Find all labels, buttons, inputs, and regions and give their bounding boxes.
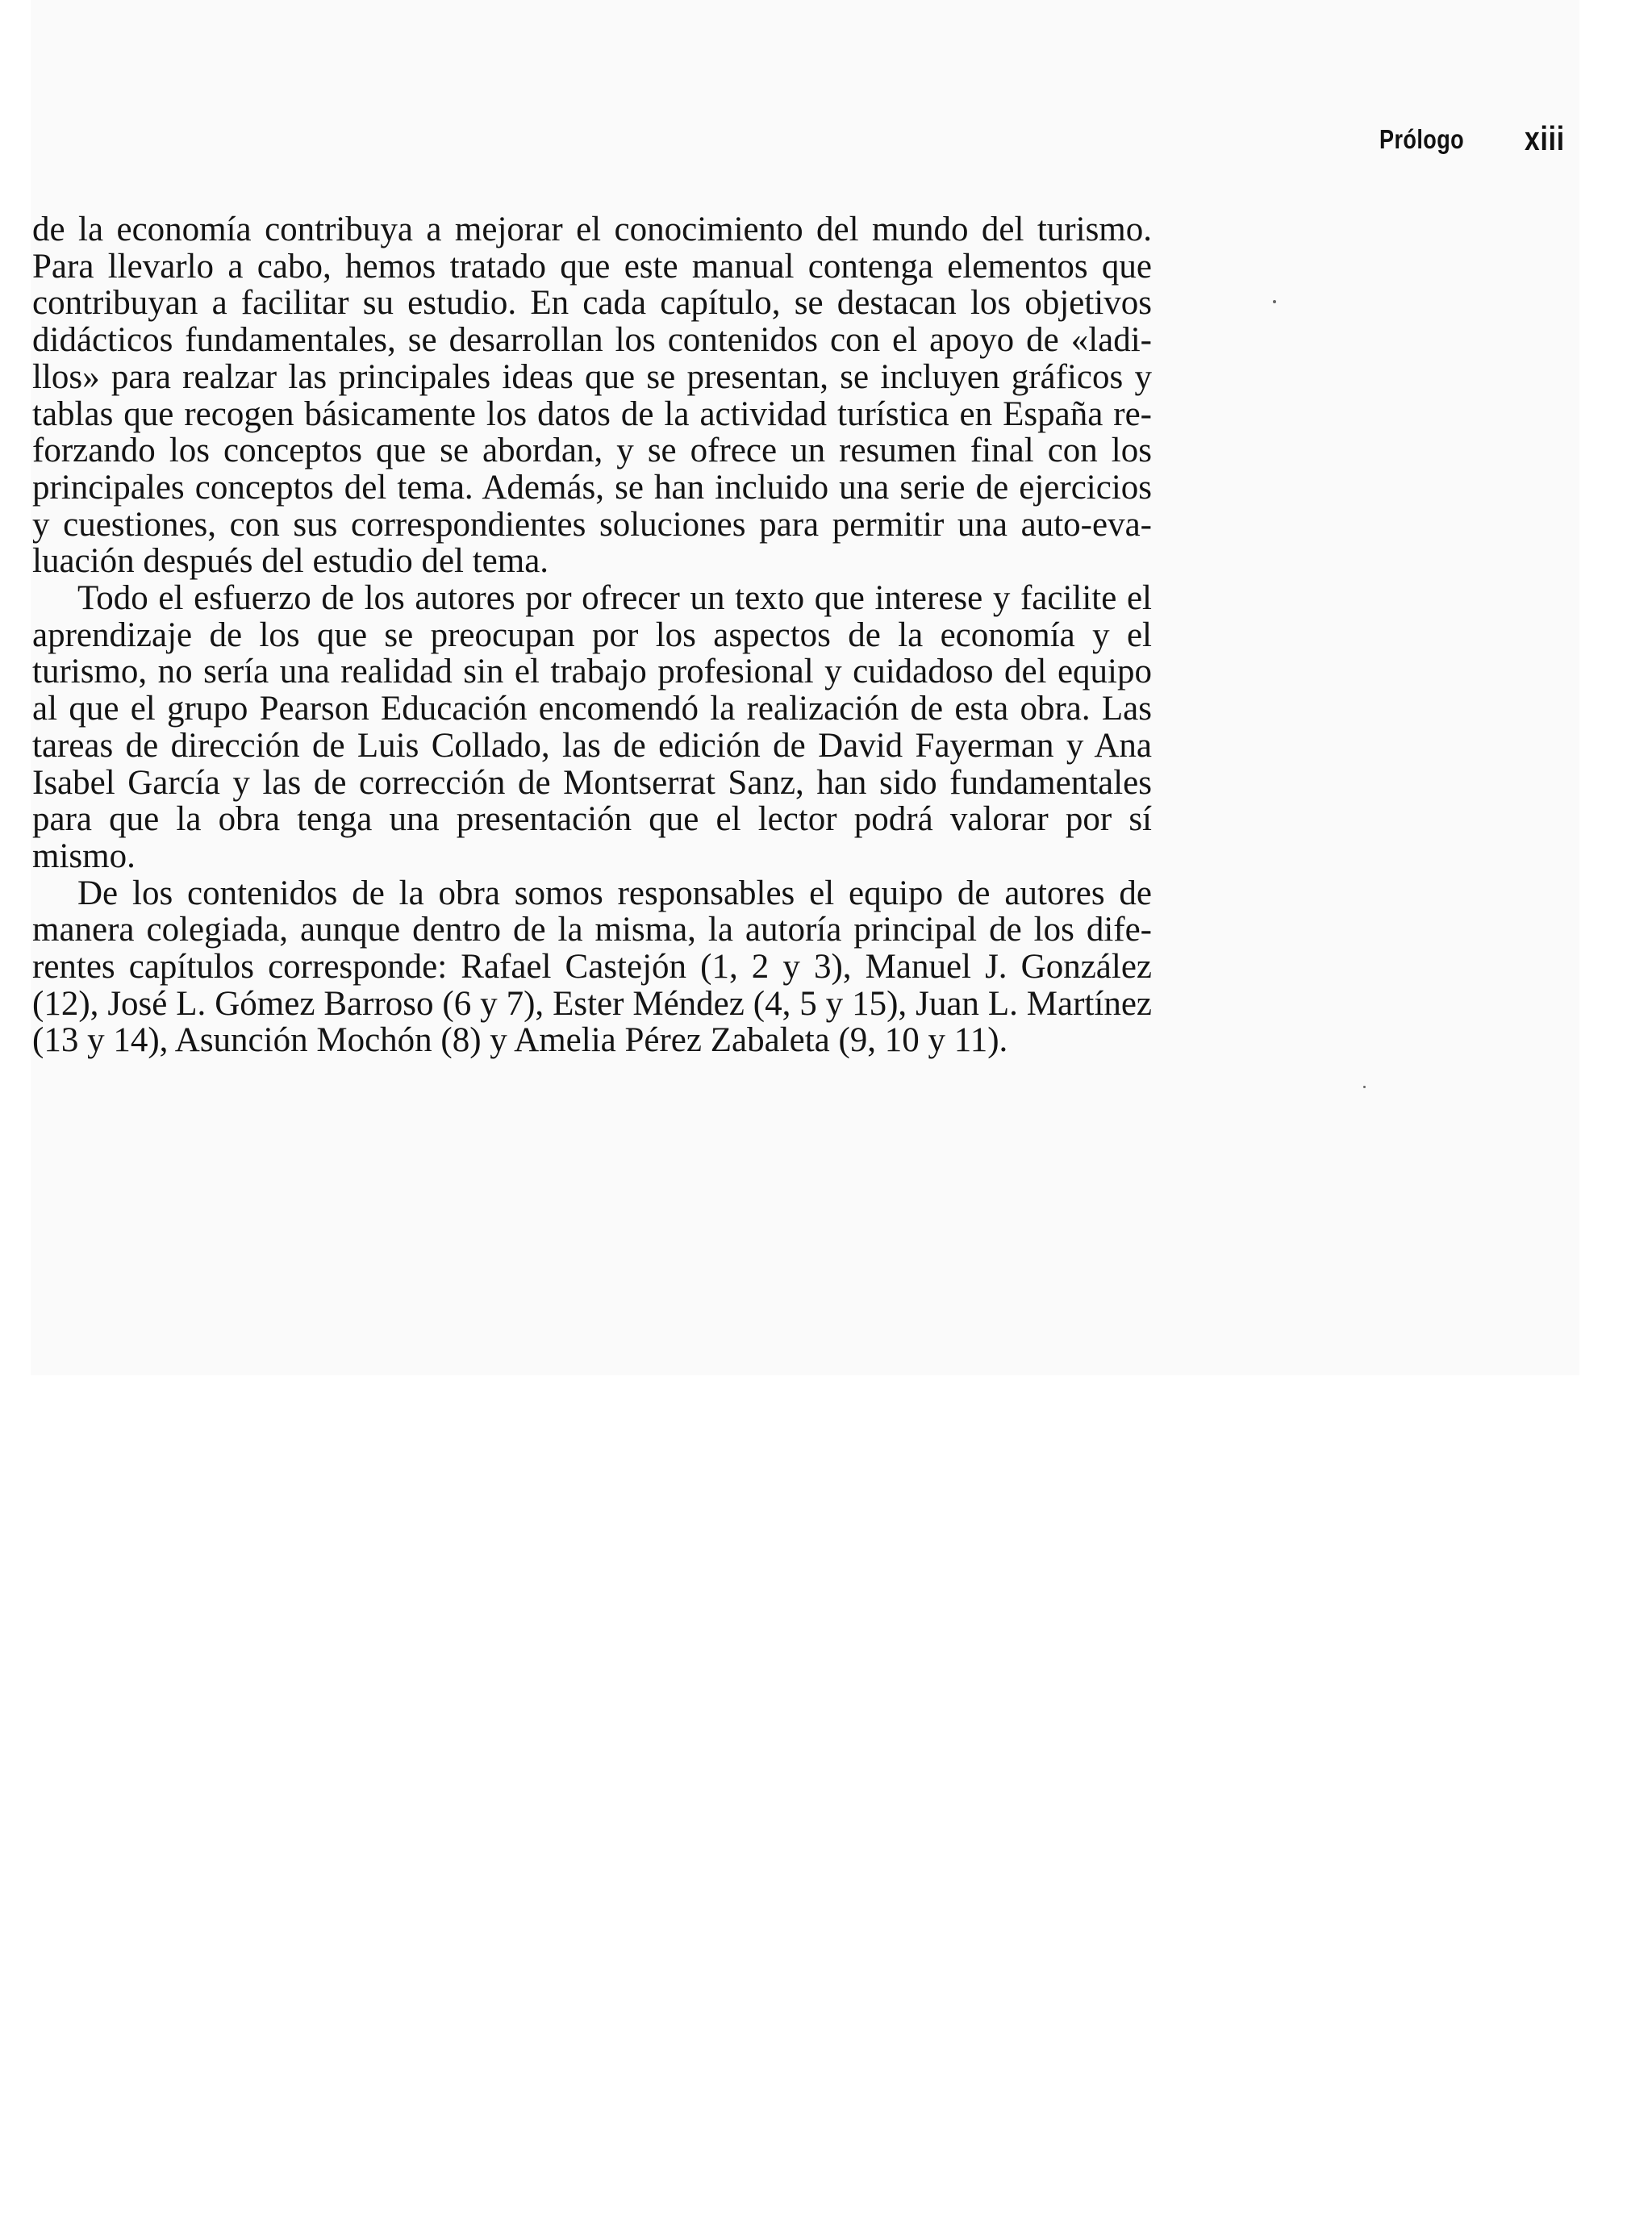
scan-speck <box>1273 300 1276 303</box>
paragraph-1: de la economía contribuya a mejorar el conocimiento del mundo del turismo. Para llevarlo a cabo, hemos tratado que este manual contenga elementos que contribuyan a facilitar su estudio. En cada capítulo, se destacan los objetivos didácticos fundamentales, se desarrollan los contenidos con el apoyo de «ladillos» para realzar las principales ideas que se presentan, se incluyen gráficos y tablas que recogen básicamente los datos de la actividad turística en España reforzando los conceptos que se abordan, y se ofrece un resumen final con los principales conceptos del tema. Además, se han incluido una serie de ejercicios y cuestiones, con sus correspondientes soluciones para permitir una auto-evaluación después del estudio del tema. <box>32 211 1152 581</box>
body-text <box>32 211 1152 1059</box>
scan-speck <box>1363 1086 1366 1088</box>
running-head <box>1258 119 1573 160</box>
paragraph-3: De los contenidos de la obra somos responsables el equipo de autores de manera colegiada, aunque dentro de la misma, la autoría principal de los diferentes capítulos corresponde: Rafael Castejón (1, 2 y 3), Manuel J. González (12), José L. Gómez Barroso (6 y 7), Ester Méndez (4, 5 y 15), Juan L. Martínez (13 y 14), Asunción Mochón (8) y Amelia Pérez Zabaleta (9, 10 y 11). <box>32 874 1152 1060</box>
section-title: Prólogo <box>1379 124 1465 154</box>
paragraph-2: Todo el esfuerzo de los autores por ofrecer un texto que interese y facilite el aprendizaje de los que se preocupan por los aspectos de la economía y el turismo, no sería una realidad sin el trabajo profesional y cuidadoso del equipo al que el grupo Pearson Educación encomendó la realización de esta obra. Las tareas de dirección de Luis Collado, las de edición de David Fayerman y Ana Isabel García y las de corrección de Montserrat Sanz, han sido fundamentales para que la obra tenga una presentación que el lector podrá valorar por sí mismo. <box>32 579 1152 875</box>
page-number: xiii <box>1525 119 1565 157</box>
